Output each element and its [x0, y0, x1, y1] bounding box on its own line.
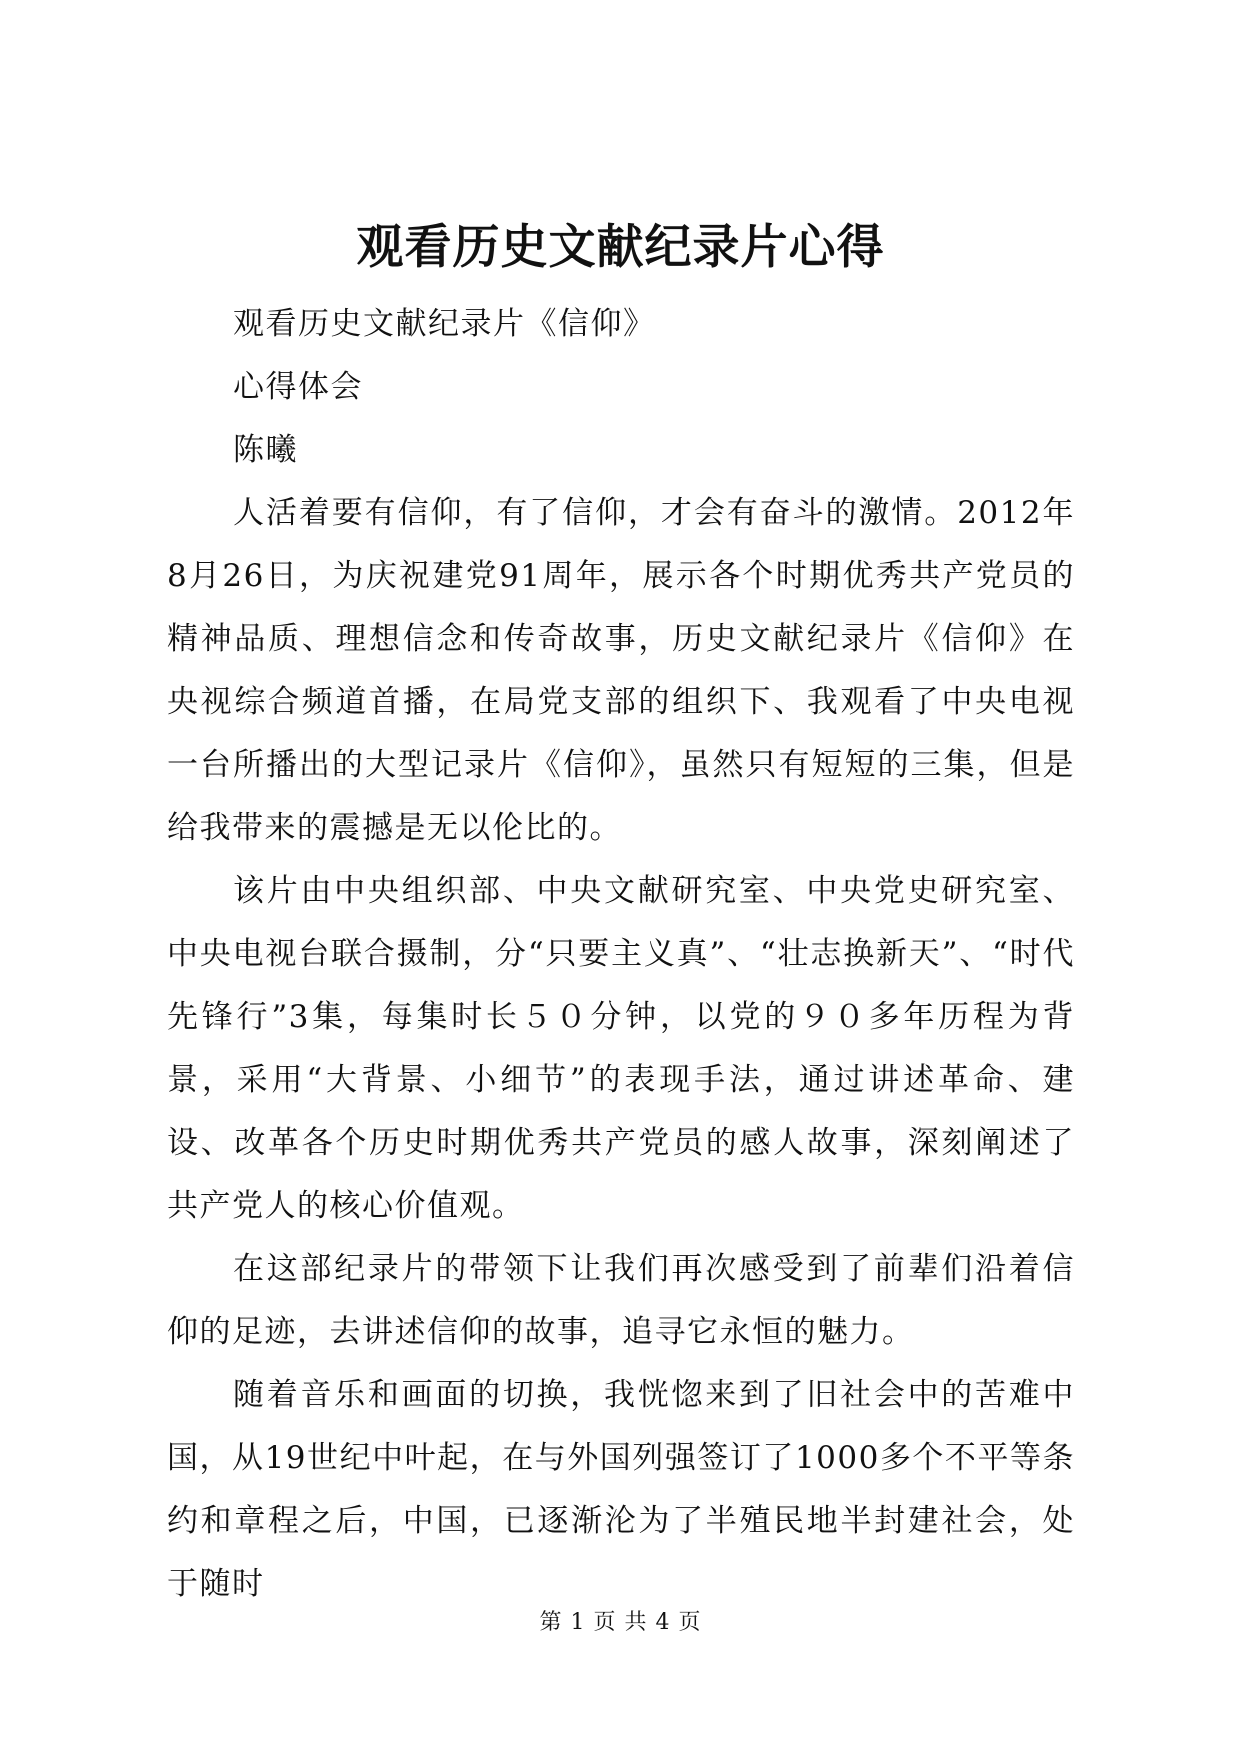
document-title: 观看历史文献纪录片心得 — [356, 220, 885, 275]
author-name: 陈曦 — [233, 432, 298, 468]
paragraph-4: 随着音乐和画面的切换，我恍惚来到了旧社会中的苦难中国，从19世纪中叶起，在与外国列强签订了1000多个不平等条约和章程之后，中国，已逐渐沦为了半殖民地半封建社会，处于随时 — [167, 1377, 1075, 1602]
document-body — [167, 293, 1075, 1616]
subtitle-line-1: 观看历史文献纪录片《信仰》 — [233, 306, 656, 342]
paragraph-2: 该片由中央组织部、中央文献研究室、中央党史研究室、中央电视台联合摄制，分“只要主义真”、“壮志换新天”、“时代先锋行”3集，每集时长５０分钟，以党的９０多年历程为背景，采用“大背景、小细节”的表现手法，通过讲述革命、建设、改革各个历史时期优秀共产党员的感人故事，深刻阐述了共产党人的核心价值观。 — [167, 873, 1075, 1224]
subtitle-line-2: 心得体会 — [233, 369, 363, 405]
page-number-footer: 第 1 页 共 4 页 — [539, 1610, 702, 1635]
paragraph-3: 在这部纪录片的带领下让我们再次感受到了前辈们沿着信仰的足迹，去讲述信仰的故事，追寻它永恒的魅力。 — [167, 1251, 1075, 1350]
paragraph-1: 人活着要有信仰，有了信仰，才会有奋斗的激情。2012年8月26日，为庆祝建党91周年，展示各个时期优秀共产党员的精神品质、理想信念和传奇故事，历史文献纪录片《信仰》在央视综合频道首播，在局党支部的组织下、我观看了中央电视一台所播出的大型记录片《信仰》，虽然只有短短的三集，但是给我带来的震撼是无以伦比的。 — [167, 495, 1075, 846]
